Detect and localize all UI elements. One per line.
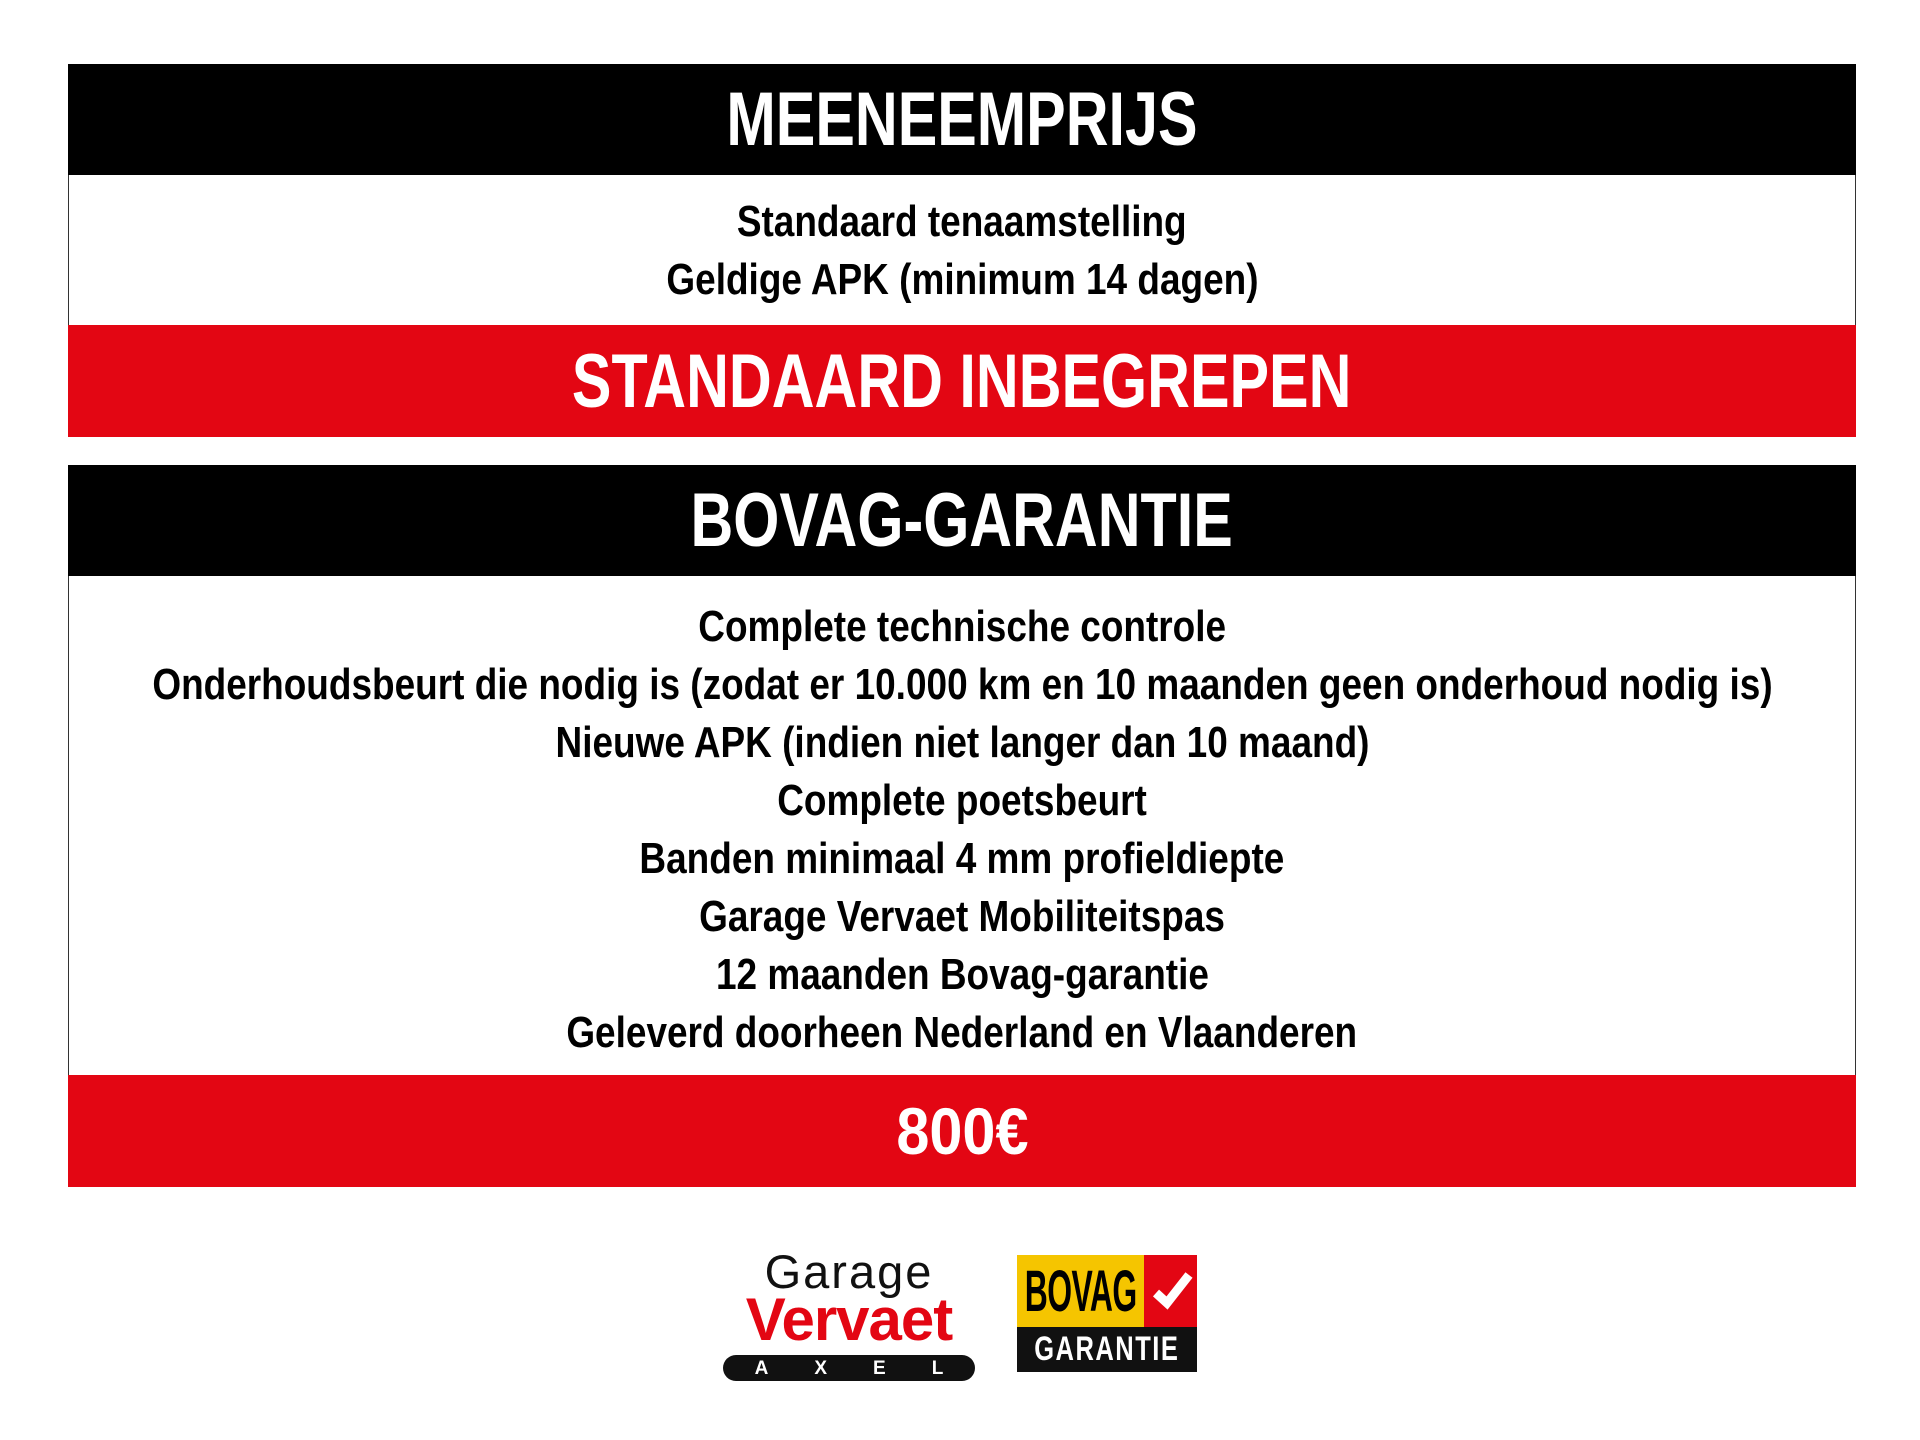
- garantie-item: Banden minimaal 4 mm profieldiepte: [639, 834, 1285, 883]
- bovag-logo-red-cell: [1144, 1255, 1197, 1327]
- meeneemprijs-item: Geldige APK (minimum 14 dagen): [665, 255, 1259, 304]
- meeneemprijs-title: MEENEEMPRIJS: [726, 77, 1198, 162]
- price-value: 800€: [895, 1094, 1029, 1168]
- garantie-item: Garage Vervaet Mobiliteitspas: [699, 892, 1225, 941]
- garage-vervaet-logo-top: Garage: [764, 1245, 934, 1298]
- bovag-garantie-header-bar: [68, 465, 1856, 576]
- garantie-item: Complete poetsbeurt: [777, 776, 1147, 825]
- garage-vervaet-logo-name: Vervaet: [745, 1286, 953, 1354]
- footer-logos: [0, 1245, 1920, 1408]
- bovag-garantie-items-box: [68, 576, 1856, 1075]
- meeneemprijs-header-bar: [68, 64, 1856, 175]
- garantie-item: Onderhoudsbeurt die nodig is (zodat er 10.000 km en 10 maanden geen onderhoud nodig is): [151, 660, 1773, 709]
- garantie-item: 12 maanden Bovag-garantie: [715, 950, 1209, 999]
- bovag-logo-black-band: [1017, 1327, 1197, 1372]
- bovag-garantie-logo: [1017, 1255, 1197, 1372]
- price-banner: [68, 1075, 1856, 1187]
- axel-badge-label: AXEL: [754, 1357, 990, 1379]
- garantie-item: Nieuwe APK (indien niet langer dan 10 maand): [555, 718, 1369, 767]
- bovag-logo-top-row: [1017, 1255, 1197, 1327]
- bovag-logo-subtitle-text: GARANTIE: [1034, 1330, 1180, 1368]
- garantie-item: Geleverd doorheen Nederland en Vlaanderen: [566, 1008, 1358, 1057]
- meeneemprijs-conditions-box: [68, 175, 1856, 325]
- bovag-checkmark-icon: [1147, 1267, 1195, 1315]
- meeneemprijs-item: Standaard tenaamstelling: [737, 197, 1187, 246]
- garage-vervaet-logo: [723, 1245, 990, 1381]
- bovag-garantie-title: BOVAG-GARANTIE: [690, 478, 1234, 563]
- axel-badge: [723, 1355, 990, 1381]
- bovag-logo-brand-text: BOVAG: [1024, 1258, 1137, 1324]
- standaard-inbegrepen-label: STANDAARD INBEGREPEN: [572, 338, 1352, 424]
- bovag-logo-yellow-cell: [1017, 1255, 1144, 1327]
- standaard-inbegrepen-banner: [68, 325, 1856, 437]
- garantie-item: Complete technische controle: [698, 602, 1226, 651]
